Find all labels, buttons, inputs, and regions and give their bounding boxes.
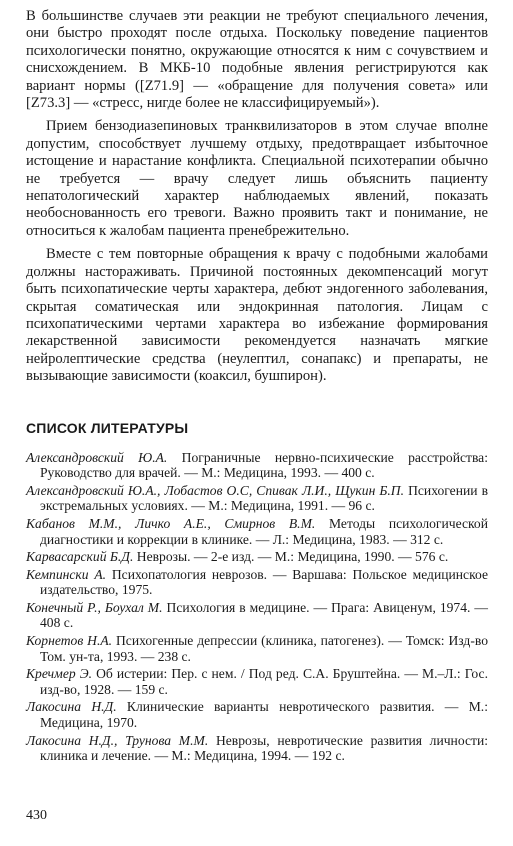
page-content (26, 8, 488, 766)
reference-item (26, 549, 488, 565)
reference-text: Психогенные депрессии (клиника, патогенез). — Томск: Изд-во Том. ун-та, 1993. — 238 с. (40, 633, 488, 664)
reference-item (26, 483, 488, 514)
reference-author: Лакосина Н.Д., Трунова М.М. (26, 732, 209, 748)
reference-author: Лакосина Н.Д. (26, 699, 117, 715)
reference-text: Неврозы, невротические развития личности: клиника и лечение. — М.: Медицина, 1994. — 192 с. (40, 732, 488, 764)
reference-text: Об истерии: Пер. с нем. / Под ред. С.А. Бруштейна. — М.–Л.: Гос. изд-во, 1928. — 159 с. (40, 666, 488, 697)
reference-author: Конечный Р., Боухал М. (26, 599, 163, 615)
reference-author: Александровский Ю.А. (26, 449, 168, 465)
reference-item (26, 666, 488, 697)
reference-item (26, 516, 488, 547)
body-paragraph: Прием бензодиазепиновых транквилизаторов в этом случае вполне допустим, способствует лучшему отдыху, предотвращает избыточное истощение и нарастание конфликта. Специальной психотерапии обычно не требуется — врачу следует лишь объяснить пациенту непатологический характер наблюдаемых явлений, показать необоснованность его тревоги. Важно проявить такт и понимание, не относиться к жалобам пациента пренебрежительно. (26, 118, 488, 239)
reference-item (26, 733, 488, 764)
reference-author: Карвасарский Б.Д. (26, 549, 134, 565)
reference-text: Пограничные нервно-психические расстройства: Руководство для врачей. — М.: Медицина, 1993. — 400 с. (40, 449, 488, 481)
reference-item (26, 567, 488, 598)
body-paragraph: Вместе с тем повторные обращения к врачу с подобными жалобами должны настораживать. Причиной постоянных декомпенсаций могут быть психопатические черты характера, дебют эндогенного заболевания, скрытая соматическая или эндокринная патология. Лицам с психопатическими чертами характера во избежание формирования лекарственной зависимости рекомендуется назначать мягкие нейролептические средства (неулептил, сонапакс) и препараты, не вызывающие зависимости (коаксил, бушпирон). (26, 246, 488, 385)
reference-text: Психогении в экстремальных условиях. — М.: Медицина, 1991. — 96 с. (40, 482, 489, 514)
reference-author: Александровский Ю.А., Лобастов О.С, Спивак Л.И., Щукин Б.П. (26, 482, 405, 498)
reference-item (26, 450, 488, 481)
page-number: 430 (26, 808, 47, 823)
reference-text: Психопатология неврозов. — Варшава: Польское медицинское издательство, 1975. (40, 566, 489, 598)
reference-item (26, 699, 488, 730)
reference-item (26, 633, 488, 664)
reference-item (26, 600, 488, 631)
reference-text: Психология в медицине. — Прага: Авиценум, 1974. — 408 с. (40, 599, 488, 631)
reference-text: Клинические варианты невротического развития. — М.: Медицина, 1970. (40, 699, 488, 731)
reference-author: Кабанов М.М., Личко А.Е., Смирнов В.М. (26, 515, 316, 531)
reference-author: Корнетов Н.А. (26, 633, 113, 649)
reference-text: Методы психологической диагностики и коррекции в клинике. — Л.: Медицина, 1983. — 312 с. (40, 515, 488, 547)
reference-author: Кемпински А. (26, 566, 107, 582)
reference-list (26, 450, 488, 764)
section-heading: СПИСОК ЛИТЕРАТУРЫ (26, 419, 189, 436)
reference-text: Неврозы. — 2-е изд. — М.: Медицина, 1990. — 576 с. (136, 549, 449, 565)
reference-author: Кречмер Э. (26, 666, 93, 682)
body-paragraph: В большинстве случаев эти реакции не требуют специального лечения, они быстро проходят после отдыха. Поскольку поведение пациентов психологически понятно, окружающие относятся к ним с сочувствием и снисхождением. В МКБ-10 подобные явления регистрируются как вариант нормы ([Z71.9] — «обращение для получения совета» или [Z73.3] — «стресс, нигде более не классифицируемый»). (26, 8, 488, 112)
